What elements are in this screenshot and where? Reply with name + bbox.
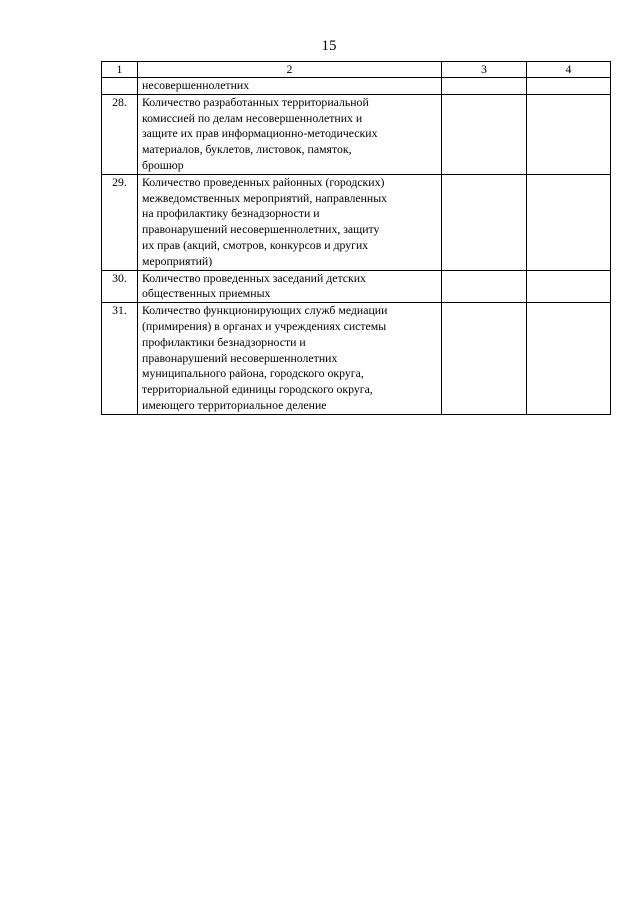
row-description (138, 78, 442, 95)
row-value-col3 (442, 78, 527, 95)
description-line: правонарушений несовершеннолетних, защиту (142, 222, 380, 237)
table-row (102, 270, 611, 303)
description-line: общественных приемных (142, 286, 271, 301)
table-header-row (102, 62, 611, 78)
row-number: 28. (102, 94, 138, 174)
description-line: комиссией по делам несовершеннолетних и (142, 110, 363, 125)
row-value-col3 (442, 174, 527, 270)
row-value-col4 (527, 174, 611, 270)
row-value-col4 (527, 303, 611, 415)
row-value-col4 (527, 270, 611, 303)
description-line: несовершеннолетних (142, 78, 250, 92)
description-line: Количество разработанных территориальной (142, 94, 369, 109)
header-cell-1: 1 (102, 62, 138, 78)
table-row (102, 174, 611, 270)
indicator-table (101, 61, 611, 415)
row-number: 30. (102, 270, 138, 303)
description-line: (примирения) в органах и учреждениях системы (142, 318, 387, 333)
description-line: Количество проведенных заседаний детских (142, 270, 366, 285)
description-line: Количество проведенных районных (городских) (142, 174, 385, 189)
description-line: профилактики безнадзорности и (142, 334, 306, 349)
row-value-col3 (442, 94, 527, 174)
row-number: 29. (102, 174, 138, 270)
table-row (102, 94, 611, 174)
description-line: правонарушений несовершеннолетних (142, 350, 338, 365)
description-line: Количество функционирующих служб медиации (142, 303, 388, 318)
description-line: межведомственных мероприятий, направленных (142, 190, 388, 205)
row-description (138, 174, 442, 270)
row-number: 31. (102, 303, 138, 415)
row-description (138, 303, 442, 415)
row-number (102, 78, 138, 95)
row-description (138, 270, 442, 303)
description-line: брошюр (142, 157, 184, 172)
description-line: мероприятий) (142, 253, 213, 268)
header-cell-3: 3 (442, 62, 527, 78)
description-line: материалов, буклетов, листовок, памяток, (142, 142, 352, 157)
description-line: их прав (акций, смотров, конкурсов и других (142, 237, 369, 252)
description-line: защите их прав информационно-методических (142, 126, 378, 141)
description-line: муниципального района, городского округа, (142, 366, 364, 381)
description-line: на профилактику безнадзорности и (142, 206, 320, 221)
row-value-col4 (527, 94, 611, 174)
row-value-col3 (442, 270, 527, 303)
header-cell-4: 4 (527, 62, 611, 78)
table-row (102, 78, 611, 95)
row-description (138, 94, 442, 174)
table-row (102, 303, 611, 415)
description-line: территориальной единицы городского округа, (142, 382, 373, 397)
header-cell-2: 2 (138, 62, 442, 78)
description-line: имеющего территориальное деление (142, 397, 327, 412)
row-value-col4 (527, 78, 611, 95)
page-number: 15 (321, 38, 337, 54)
row-value-col3 (442, 303, 527, 415)
